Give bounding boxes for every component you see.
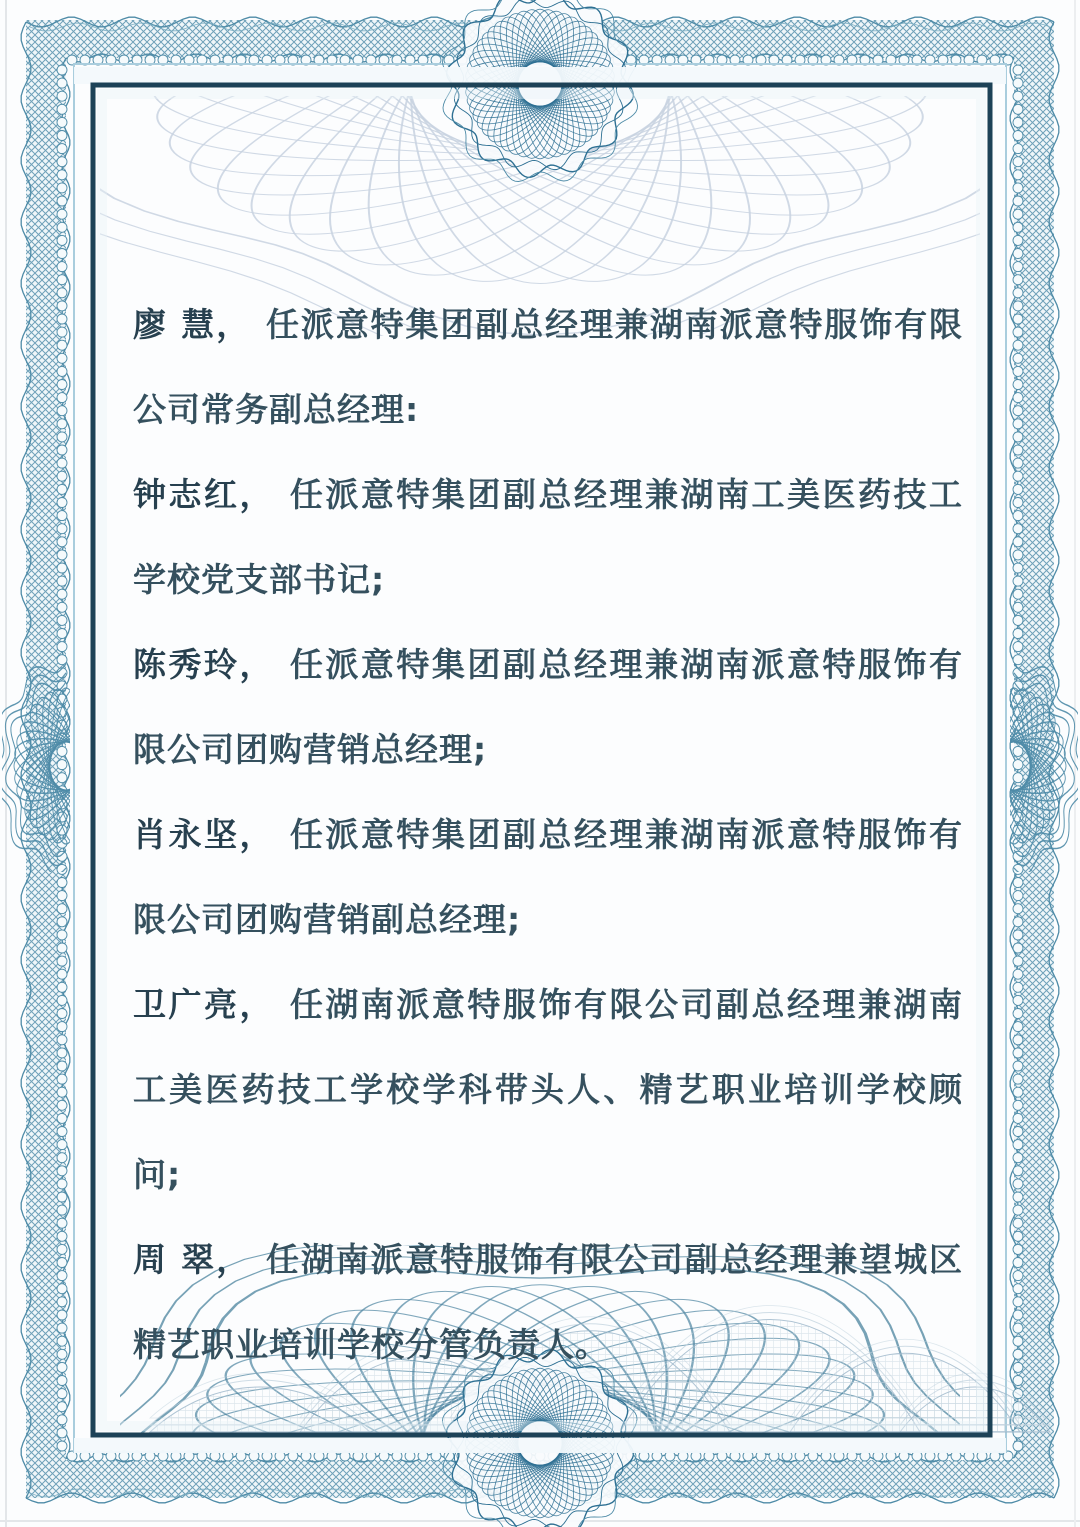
appointment-text-block [133, 282, 963, 1387]
appointment-detail: 任派意特集团副总经理兼湖南派意特服饰有限公司团购营销总经理; [133, 645, 964, 769]
appointment-detail: 任湖南派意特服饰有限公司副总经理兼望城区精艺职业培训学校分管负责人。 [133, 1240, 964, 1364]
person-name: 钟志红 [133, 475, 240, 514]
name-separator: ， [239, 985, 276, 1024]
name-separator: ， [239, 475, 276, 514]
appointment-entry [133, 282, 963, 452]
appointment-detail: 任派意特集团副总经理兼湖南工美医药技工学校党支部书记; [133, 475, 964, 599]
bottom-gap-band [74, 1438, 1006, 1453]
person-name: 廖 慧 [133, 305, 217, 344]
appointment-entry [133, 962, 963, 1217]
appointment-detail: 任派意特集团副总经理兼湖南派意特服饰有限公司常务副总经理: [133, 305, 964, 429]
person-name: 卫广亮 [133, 985, 240, 1024]
name-separator: ， [216, 305, 252, 344]
name-separator: ， [239, 645, 276, 684]
top-gap-band [74, 67, 1006, 84]
appointment-entry [133, 792, 963, 962]
person-name: 陈秀玲 [133, 645, 240, 684]
appointment-entry [133, 622, 963, 792]
name-separator: ， [239, 815, 276, 854]
person-name: 肖永坚 [133, 815, 240, 854]
appointment-detail: 任派意特集团副总经理兼湖南派意特服饰有限公司团购营销副总经理; [133, 815, 964, 939]
name-separator: ， [216, 1240, 252, 1279]
person-name: 周 翠 [133, 1240, 217, 1279]
appointment-entry [133, 1217, 963, 1387]
appointment-detail: 任湖南派意特服饰有限公司副总经理兼湖南工美医药技工学校学科带头人、精艺职业培训学校顾问; [133, 985, 964, 1194]
appointment-entry [133, 452, 963, 622]
